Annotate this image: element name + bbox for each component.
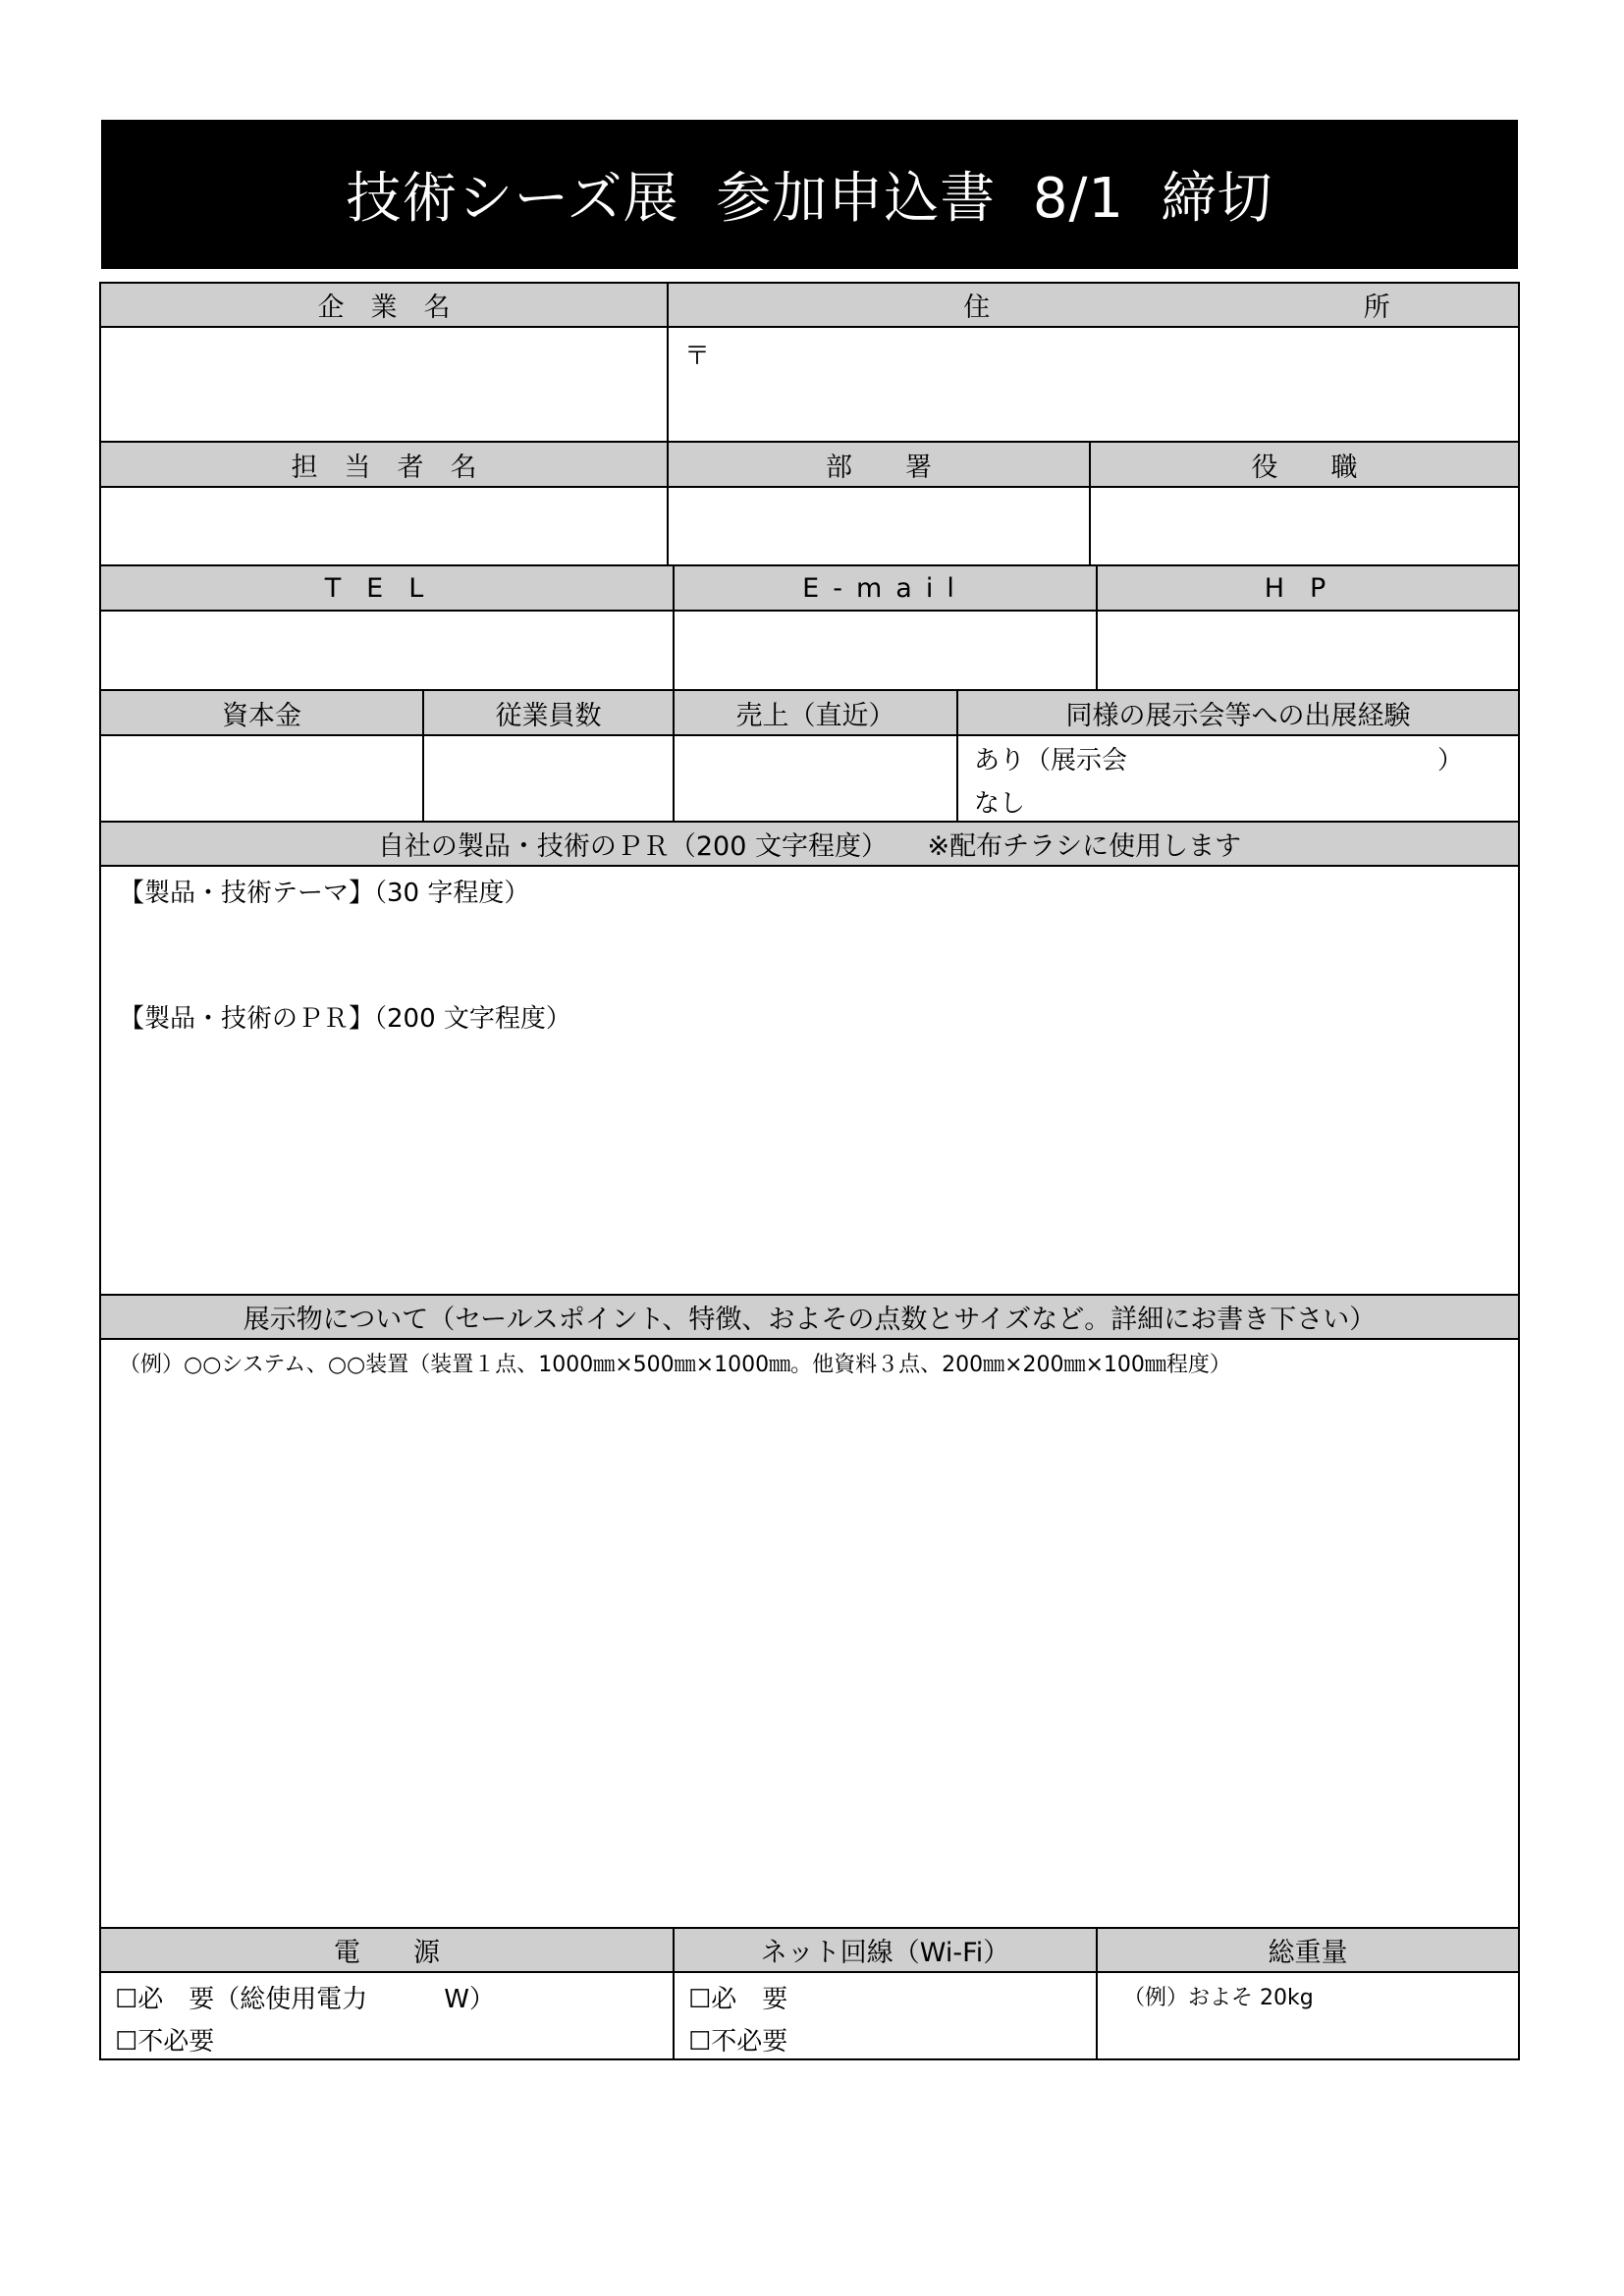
- sales-field[interactable]: [675, 736, 958, 823]
- capital-field[interactable]: [101, 736, 424, 823]
- email-field[interactable]: [675, 612, 1098, 691]
- pr-header: [101, 823, 1520, 867]
- pr-theme-label: 【製品・技術テーマ】（30 字程度）: [119, 879, 530, 908]
- address-field[interactable]: [669, 328, 1520, 443]
- weight-label: 総重量: [1268, 1938, 1348, 1968]
- capital-header: [101, 691, 424, 736]
- company-header-row: [99, 282, 1520, 328]
- hp-header: [1098, 566, 1520, 612]
- utilities-body-row: [99, 1973, 1520, 2060]
- dept-header: [669, 443, 1091, 488]
- power-label: 電 源: [334, 1938, 440, 1968]
- experience-no-option[interactable]: なし: [974, 789, 1026, 819]
- application-form: [99, 282, 1520, 2058]
- exhibit-header-row: [99, 1296, 1520, 1340]
- exhibit-example: （例）○○システム、○○装置（装置１点、1000㎜×500㎜×1000㎜。他資料３点、200㎜×200㎜×100㎜程度）: [119, 1353, 1231, 1377]
- net-required-checkbox[interactable]: ☐必 要: [688, 1985, 788, 2014]
- weight-header: [1098, 1929, 1520, 1973]
- stats-header-row: [99, 691, 1520, 736]
- position-label: 役 職: [1251, 452, 1358, 483]
- company-name-label: 企 業 名: [317, 293, 451, 323]
- hp-label: HP: [1264, 572, 1352, 604]
- utilities-header-row: [99, 1929, 1520, 1973]
- exhibit-header-label: 展示物について（セールスポイント、特徴、およその点数とサイズなど。詳細にお書き下さい）: [243, 1305, 1377, 1335]
- hp-field[interactable]: [1098, 612, 1520, 691]
- contact-body-row: [99, 488, 1520, 566]
- employees-header: [424, 691, 675, 736]
- sales-header: [675, 691, 958, 736]
- power-required-checkbox[interactable]: ☐必 要（総使用電力 W）: [115, 1985, 496, 2014]
- power-header: [101, 1929, 675, 1973]
- comm-body-row: [99, 612, 1520, 691]
- dept-field[interactable]: [669, 488, 1091, 566]
- pr-description-label: 【製品・技術のＰＲ】（200 文字程度）: [119, 1004, 571, 1034]
- person-label: 担 当 者 名: [291, 452, 477, 483]
- company-name-header: [101, 284, 669, 328]
- employees-field[interactable]: [424, 736, 675, 823]
- address-header: [669, 284, 1520, 328]
- stats-body-row: [99, 736, 1520, 823]
- power-field: [101, 1973, 675, 2060]
- comm-header-row: [99, 566, 1520, 612]
- person-field[interactable]: [101, 488, 669, 566]
- contact-header-row: [99, 443, 1520, 488]
- capital-label: 資本金: [222, 700, 301, 731]
- experience-header: [958, 691, 1520, 736]
- position-header: [1091, 443, 1520, 488]
- address-label-1: 住: [963, 293, 991, 323]
- weight-example: （例）およそ 20kg: [1123, 1986, 1314, 2010]
- net-field: [675, 1973, 1098, 2060]
- net-label: ネット回線（Wi-Fi）: [760, 1938, 1010, 1968]
- experience-field[interactable]: [958, 736, 1520, 823]
- email-header: [675, 566, 1098, 612]
- experience-label: 同様の展示会等への出展経験: [1065, 700, 1411, 731]
- exhibit-header: [101, 1296, 1520, 1340]
- pr-header-row: [99, 823, 1520, 867]
- power-not-required-checkbox[interactable]: ☐不必要: [115, 2027, 215, 2056]
- experience-yes-option[interactable]: あり（展示会: [974, 746, 1128, 775]
- postal-mark: 〒: [684, 342, 711, 371]
- exhibit-body-row: [99, 1340, 1520, 1929]
- pr-header-label: 自社の製品・技術のＰＲ（200 文字程度） ※配布チラシに使用します: [377, 831, 1242, 862]
- tel-label: TEL: [324, 572, 450, 604]
- company-body-row: [99, 328, 1520, 443]
- tel-header: [101, 566, 675, 612]
- pr-body-row: [99, 867, 1520, 1296]
- person-header: [101, 443, 669, 488]
- dept-label: 部 署: [826, 452, 932, 483]
- tel-field[interactable]: [101, 612, 675, 691]
- experience-yes-close: ）: [1437, 746, 1464, 775]
- pr-field[interactable]: [101, 867, 1520, 1296]
- exhibit-field[interactable]: [101, 1340, 1520, 1929]
- address-label-2: 所: [1363, 293, 1390, 323]
- employees-label: 従業員数: [495, 700, 602, 731]
- sales-label: 売上（直近）: [735, 700, 895, 731]
- net-header: [675, 1929, 1098, 1973]
- email-label: E-mail: [802, 572, 968, 604]
- net-not-required-checkbox[interactable]: ☐不必要: [688, 2027, 788, 2056]
- company-name-field[interactable]: [101, 328, 669, 443]
- form-title: 技術シーズ展 参加申込書 8/1 締切: [101, 120, 1518, 269]
- weight-field[interactable]: [1098, 1973, 1520, 2060]
- position-field[interactable]: [1091, 488, 1520, 566]
